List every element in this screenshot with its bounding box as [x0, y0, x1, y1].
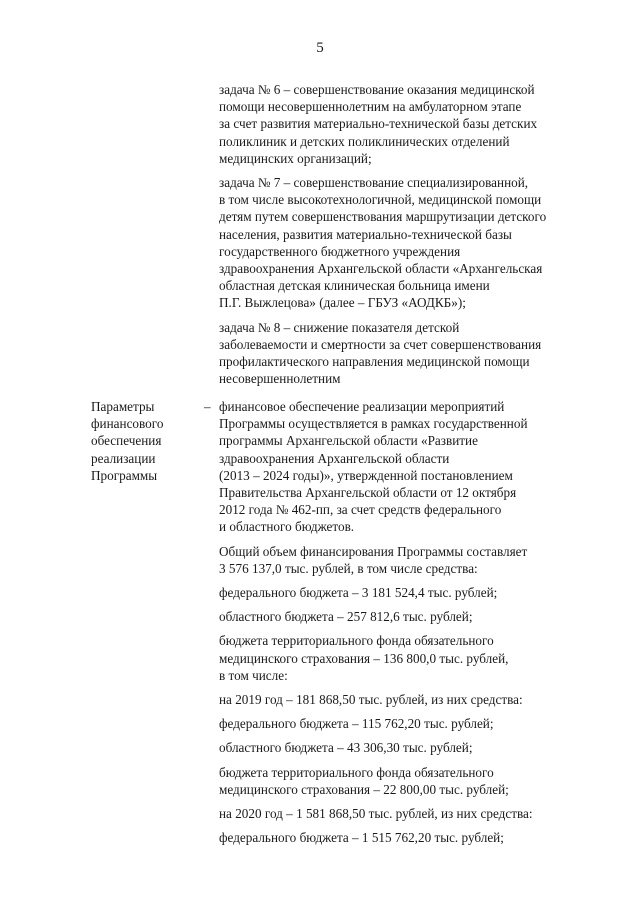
- label-line: финансового: [91, 416, 164, 432]
- text-line: финансовое обеспечение реализации мероприятий: [219, 399, 505, 414]
- text-line: областного бюджета – 257 812,6 тыс. рублей;: [219, 609, 473, 625]
- text-line: областного бюджета – 43 306,30 тыс. рублей;: [219, 740, 473, 756]
- text-line: П.Г. Выжлецова» (далее – ГБУЗ «АОДКБ»);: [219, 295, 466, 311]
- text-line: 3 576 137,0 тыс. рублей, в том числе средства:: [219, 560, 478, 576]
- tasks-block: [219, 81, 609, 394]
- text-line: населения, развития материально-технической базы: [219, 226, 512, 242]
- financing-paragraph: [219, 398, 619, 536]
- text-line: в том числе:: [219, 667, 288, 683]
- text-line: в том числе высокотехнологичной, медицинской помощи: [219, 192, 542, 208]
- text-line: (2013 – 2024 годы)», утвержденной постановлением: [219, 467, 513, 483]
- text-line: федерального бюджета – 115 762,20 тыс. рублей;: [219, 716, 494, 732]
- financing-paragraph: [219, 584, 619, 601]
- text-line: детям путем совершенствования маршрутизации детского: [219, 209, 547, 225]
- text-line: федерального бюджета – 3 181 524,4 тыс. рублей;: [219, 585, 498, 601]
- label-line: Параметры: [91, 399, 155, 414]
- financing-paragraph: [219, 543, 619, 577]
- text-line: задача № 6 – совершенствование оказания медицинской: [219, 82, 535, 97]
- text-line: государственного бюджетного учреждения: [219, 243, 461, 259]
- financing-paragraph: [219, 715, 619, 732]
- financing-paragraph: [219, 632, 619, 684]
- text-line: бюджета территориального фонда обязательного: [219, 633, 494, 649]
- text-line: здравоохранения Архангельской области: [219, 450, 450, 466]
- financing-paragraph: [219, 608, 619, 625]
- text-line: на 2020 год – 1 581 868,50 тыс. рублей, из них средства:: [219, 806, 533, 822]
- text-line: и областного бюджетов.: [219, 519, 355, 535]
- text-line: задача № 7 – совершенствование специализированной,: [219, 175, 529, 191]
- financing-paragraph: [219, 805, 619, 822]
- text-line: медицинских организаций;: [219, 150, 372, 166]
- text-line: 2012 года № 462-пп, за счет средств федерального: [219, 502, 502, 518]
- text-line: областная детская клиническая больница имени: [219, 278, 490, 294]
- text-line: поликлиник и детских поликлинических отделений: [219, 133, 510, 149]
- financing-paragraph: [219, 829, 619, 846]
- section-label: [91, 398, 201, 484]
- text-line: несовершеннолетним: [219, 371, 341, 387]
- financing-paragraph: [219, 739, 619, 756]
- financing-paragraph: [219, 764, 619, 798]
- text-line: Правительства Архангельской области от 12 октября: [219, 485, 517, 501]
- section-content: [219, 398, 619, 853]
- text-line: Программы осуществляется в рамках государственной: [219, 416, 528, 432]
- text-line: за счет развития материально-технической базы детских: [219, 116, 538, 132]
- task-paragraph: [219, 174, 609, 312]
- financing-paragraph: [219, 691, 619, 708]
- task-paragraph: [219, 81, 609, 167]
- label-line: реализации: [91, 450, 156, 466]
- label-line: обеспечения: [91, 433, 162, 449]
- label-line: Программы: [91, 467, 158, 483]
- page-number: 5: [316, 40, 324, 56]
- task-paragraph: [219, 319, 609, 388]
- text-line: профилактического направления медицинской помощи: [219, 354, 530, 370]
- text-line: Общий объем финансирования Программы составляет: [219, 543, 528, 559]
- text-line: здравоохранения Архангельской области «Архангельская: [219, 261, 543, 277]
- text-line: программы Архангельской области «Развитие: [219, 433, 478, 449]
- text-line: помощи несовершеннолетним на амбулаторном этапе: [219, 99, 522, 115]
- text-line: на 2019 год – 181 868,50 тыс. рублей, из них средства:: [219, 692, 523, 708]
- text-line: бюджета территориального фонда обязательного: [219, 764, 494, 780]
- section-dash: –: [204, 399, 211, 414]
- text-line: федерального бюджета – 1 515 762,20 тыс. рублей;: [219, 830, 504, 846]
- text-line: медицинского страхования – 136 800,0 тыс. рублей,: [219, 650, 509, 666]
- text-line: медицинского страхования – 22 800,00 тыс. рублей;: [219, 781, 509, 797]
- text-line: заболеваемости и смертности за счет совершенствования: [219, 336, 542, 352]
- text-line: задача № 8 – снижение показателя детской: [219, 319, 460, 335]
